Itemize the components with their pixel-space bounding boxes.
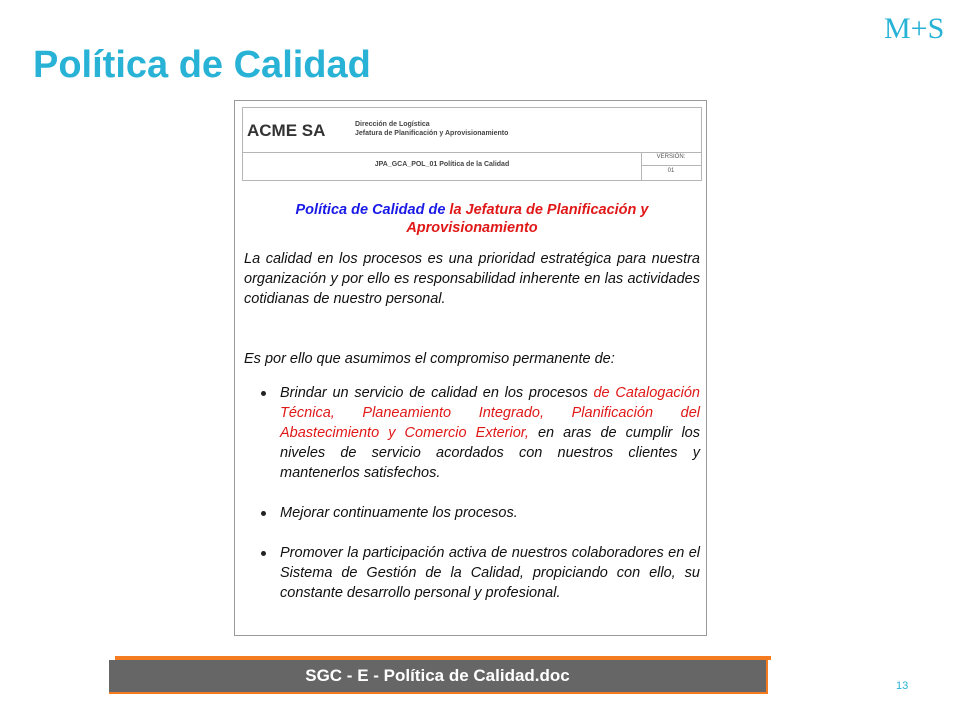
version-number: 01	[667, 168, 675, 174]
page-number: 13	[896, 680, 909, 692]
slide-title: Política de Calidad	[33, 44, 371, 86]
commitment-list	[244, 383, 700, 603]
policy-document-image	[234, 100, 707, 636]
company-name: ACME SA	[247, 121, 326, 140]
list-item: Mejorar continuamente los procesos.	[244, 503, 700, 523]
bullet-icon	[261, 391, 266, 396]
paragraph-1: La calidad en los procesos es una prioridad estratégica para nuestra organización y por ello es responsabilidad inherente en las actividades cotidianas de nuestro personal.	[244, 251, 700, 307]
logo-text: M+S	[884, 12, 945, 45]
footer-filename: SGC - E - Política de Calidad.doc	[109, 660, 768, 694]
bullet-icon	[261, 511, 266, 516]
company-logo	[884, 8, 948, 46]
bullet-icon	[261, 551, 266, 556]
document-header-table	[242, 107, 702, 181]
version-label: VERSIÓN:	[641, 154, 701, 166]
list-item: Brindar un servicio de calidad en los procesos de Catalogación Técnica, Planeamiento Integrado, Planificación del Abastecimiento y Comercio Exterior, en aras de cumplir los niveles de servicio acordados con nuestros clientes y mantenerlos satisfechos.	[244, 383, 700, 483]
document-heading: Política de Calidad de la Jefatura de Planificación y Aprovisionamiento	[295, 202, 649, 236]
document-code: JPA_GCA_POL_01 Política de la Calidad	[374, 161, 510, 168]
list-item: Promover la participación activa de nuestros colaboradores en el Sistema de Gestión de la Calidad, propiciando con ello, su constante desarrollo personal y profesional.	[244, 543, 700, 603]
department-info: Dirección de Logística Jefatura de Planificación y Aprovisionamiento	[355, 121, 509, 137]
version-box	[641, 152, 701, 180]
paragraph-2: Es por ello que asumimos el compromiso permanente de:	[244, 351, 615, 367]
